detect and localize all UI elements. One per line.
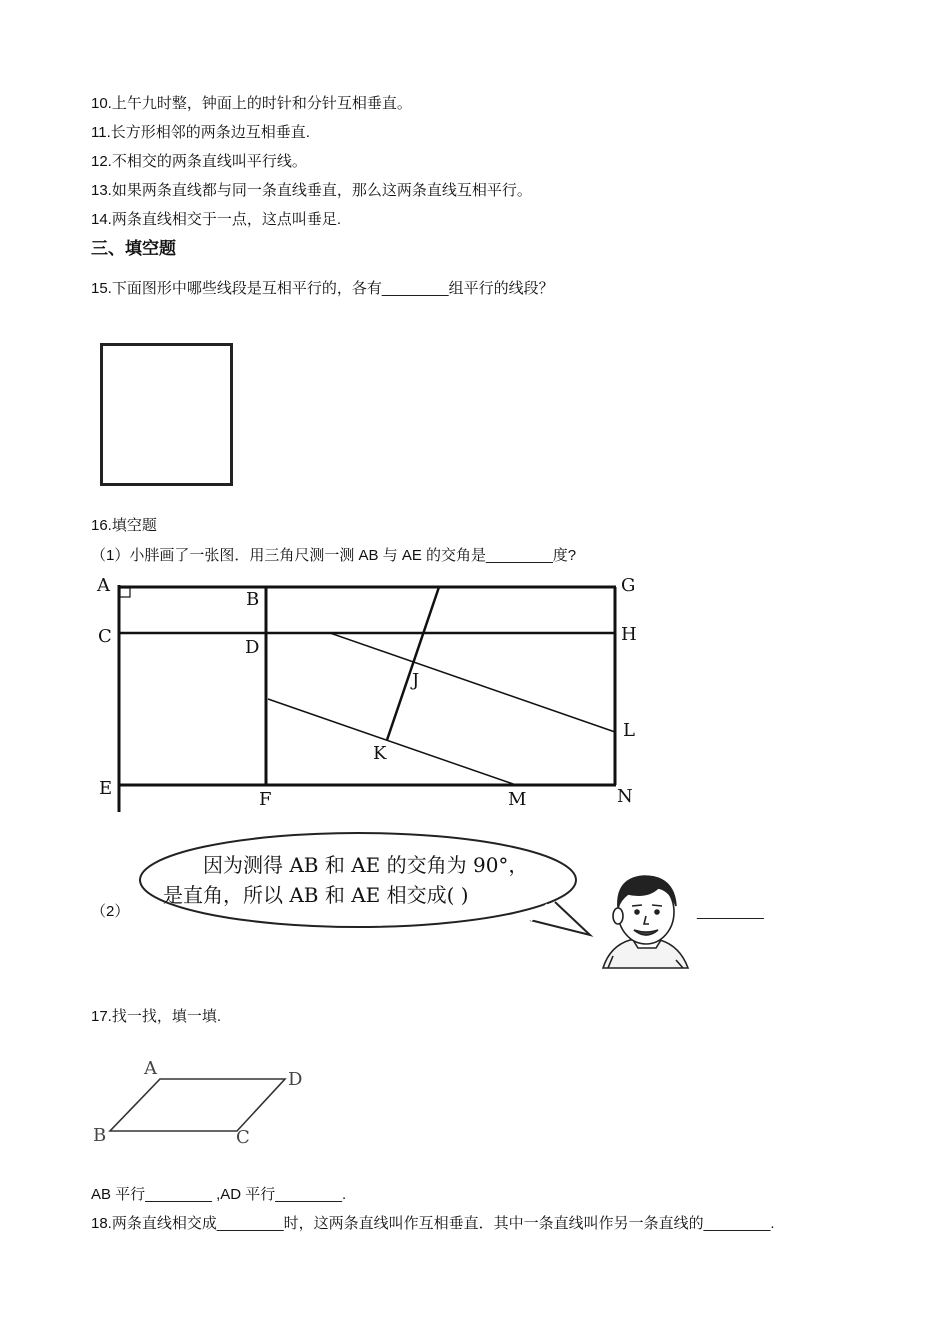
vertex-B: B [93, 1125, 107, 1146]
q15-blank[interactable]: ________ [381, 280, 449, 297]
q16-part2-label: （2） [91, 903, 130, 920]
item-12: 12.不相交的两条直线叫平行线。 [91, 153, 307, 170]
label-D: D [245, 637, 260, 658]
bubble-line-2: 是直角，所以 AB 和 AE 相交成( ) [163, 883, 469, 907]
label-N: N [617, 786, 633, 807]
label-E: E [99, 778, 113, 799]
q17-end: . [342, 1186, 347, 1203]
label-J: J [412, 670, 420, 691]
q15-text-before: 15.下面图形中哪些线段是互相平行的，各有 [91, 280, 382, 297]
q16-title: 16.填空题 [91, 517, 157, 534]
label-H: H [621, 624, 637, 645]
question-18 [91, 1214, 775, 1234]
q17-blank-2[interactable]: ________ [275, 1186, 343, 1203]
item-10: 10.上午九时整，钟面上的时针和分针互相垂直。 [91, 95, 412, 112]
vertex-D: D [288, 1069, 303, 1090]
label-C: C [98, 626, 112, 647]
q16-part1-after: 度? [552, 547, 577, 564]
item-11: 11.长方形相邻的两条边互相垂直. [91, 124, 310, 141]
item-13: 13.如果两条直线都与同一条直线垂直，那么这两条直线互相平行。 [91, 182, 532, 199]
label-G: G [621, 575, 636, 596]
q18-blank-1[interactable]: ________ [216, 1215, 284, 1232]
q18-end: . [770, 1215, 775, 1232]
q17-answer-line [91, 1185, 346, 1205]
label-K: K [373, 743, 387, 764]
q18-text-1: 18.两条直线相交成 [91, 1215, 217, 1232]
q15-text-after: 组平行的线段？ [448, 280, 554, 297]
vertex-C: C [236, 1127, 250, 1148]
vertex-A: A [144, 1058, 157, 1079]
q17-title: 17.找一找，填一填. [91, 1008, 222, 1025]
label-F: F [259, 789, 272, 810]
q17-ad-text: ,AD 平行 [211, 1186, 276, 1203]
q18-blank-2[interactable]: ________ [703, 1215, 771, 1232]
item-14: 14.两条直线相交于一点，这点叫垂足. [91, 211, 342, 228]
label-L: L [623, 720, 635, 741]
bubble-line-1: 因为测得 AB 和 AE 的交角为 90°， [203, 853, 529, 877]
label-A: A [97, 575, 110, 596]
label-B: B [246, 589, 260, 610]
q16-part1-before: （1）小胖画了一张图．用三角尺测一测 AB 与 AE 的交角是 [91, 547, 487, 564]
q17-ab-text: AB 平行 [91, 1186, 146, 1203]
q17-blank-1[interactable]: ________ [145, 1186, 212, 1203]
q18-text-2: 时，这两条直线叫作互相垂直．其中一条直线叫作另一条直线的 [283, 1215, 704, 1232]
q16-part1-blank[interactable]: ________ [486, 547, 553, 564]
section-heading: 三、填空题 [91, 239, 176, 258]
label-M: M [508, 789, 527, 810]
q16-part2-blank[interactable]: ________ [697, 903, 764, 920]
